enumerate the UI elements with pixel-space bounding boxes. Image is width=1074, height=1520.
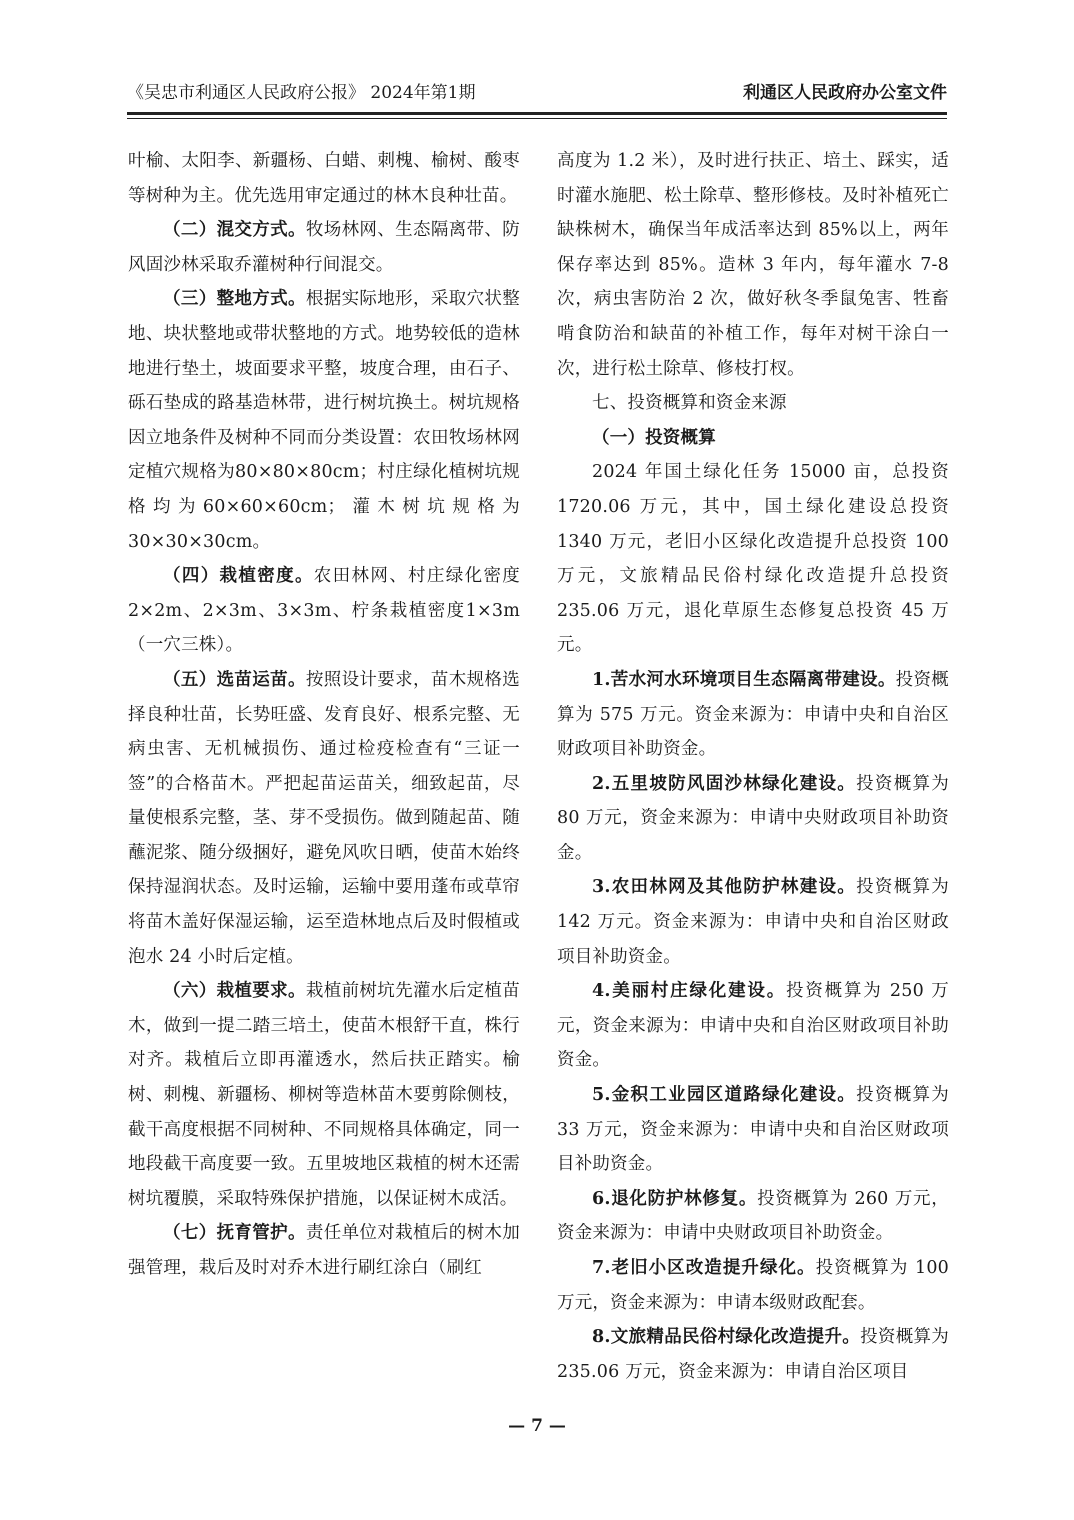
section-heading: （二）混交方式。 xyxy=(163,220,306,241)
paragraph xyxy=(557,870,949,974)
chapter-heading-text: 七、投资概算和资金来源 xyxy=(592,393,787,414)
paragraph-text: 投资概算为 250 万元，资金来源为：申请中央和自治区财政项目补助资金。 xyxy=(557,981,949,1071)
paragraph-text: 投资概算为 575 万元。资金来源为：申请中央和自治区财政项目补助资金。 xyxy=(557,669,949,760)
item-heading: 3.农田林网及其他防护林建设。 xyxy=(592,877,857,898)
paragraph-text: 农田林网、村庄绿化密度2×2m、2×3m、3×3m、柠条栽植密度1×3m（一穴三株）。 xyxy=(128,566,520,656)
paragraph xyxy=(557,767,949,871)
section-heading: （五）选苗运苗。 xyxy=(163,669,306,690)
paragraph xyxy=(557,974,949,1078)
paragraph-text: 牧场林网、生态隔离带、防风固沙林采取乔灌树种行间混交。 xyxy=(128,220,520,275)
paragraph-text: 高度为 1.2 米），及时进行扶正、培土、踩实，适时灌水施肥、松土除草、整形修枝。及时补植死亡缺株树木，确保当年成活率达到 85%以上，两年保存率达到 85%。造林 3 年内，每年灌水 7-8 次，病虫害防治 2 次，做好秋冬季鼠兔害、牲畜啃食防治和缺苗的补植工作，每年对树干涂白一次，进行松土除草、修枝打杈。 xyxy=(557,151,949,379)
paragraph xyxy=(128,144,520,213)
subsection-heading xyxy=(557,421,949,456)
paragraph xyxy=(128,213,520,282)
paragraph xyxy=(128,1216,520,1285)
item-heading: 2.五里坡防风固沙林绿化建设。 xyxy=(592,773,857,794)
bulletin-issue-title: 《吴忠市利通区人民政府公报》 2024年第1期 xyxy=(127,83,476,103)
header-rule-thick xyxy=(127,112,947,115)
chapter-heading xyxy=(557,386,949,421)
paragraph-text: 2024 年国土绿化任务 15000 亩，总投资 1720.06 万元，其中，国土绿化建设总投资 1340 万元，老旧小区绿化改造提升总投资 100 万元，文旅精品民俗村绿化改造提升总投资 235.06 万元，退化草原生态修复总投资 45 万元。 xyxy=(557,462,949,656)
paragraph xyxy=(557,663,949,767)
right-column xyxy=(557,144,949,1384)
page-number: — 7 — xyxy=(508,1416,566,1436)
paragraph-text: 按照设计要求，苗木规格选择良种壮苗，长势旺盛、发育良好、根系完整、无病虫害、无机械损伤、通过检疫检查有“三证一签”的合格苗木。严把起苗运苗关，细致起苗，尽量使根系完整，茎、芽不受损伤。做到随起苗、随蘸泥浆、随分级捆好，避免风吹日晒，使苗木始终保持湿润状态。及时运输，运输中要用蓬布或草帘将苗木盖好保湿运输，运至造林地点后及时假植或泡水 24 小时后定植。 xyxy=(128,669,520,967)
item-heading: 1.苦水河水环境项目生态隔离带建设。 xyxy=(592,669,896,690)
page-header xyxy=(127,80,947,106)
section-heading: （六）栽植要求。 xyxy=(163,981,306,1002)
paragraph-text: 投资概算为 235.06 万元，资金来源为：申请自治区项目 xyxy=(557,1327,949,1382)
paragraph-text: 责任单位对栽植后的树木加强管理，栽后及时对乔木进行刷红涂白（刷红 xyxy=(128,1223,520,1278)
item-heading: 5.金积工业园区道路绿化建设。 xyxy=(592,1085,857,1106)
item-heading: 4.美丽村庄绿化建设。 xyxy=(592,981,787,1002)
paragraph xyxy=(557,1251,949,1320)
section-heading: （一）投资概算 xyxy=(592,427,716,448)
item-heading: 6.退化防护林修复。 xyxy=(592,1188,758,1209)
paragraph-text: 投资概算为 142 万元。资金来源为：申请中央和自治区财政项目补助资金。 xyxy=(557,877,949,967)
paragraph xyxy=(557,1320,949,1384)
paragraph-text: 根据实际地形，采取穴状整地、块状整地或带状整地的方式。地势较低的造林地进行垫土，坡面要求平整，坡度合理，由石子、砾石垫成的路基造林带，进行树坑换土。树坑规格因立地条件及树种不同而分类设置：农田牧场林网定植穴规格为80×80×80cm；村庄绿化植树坑规格均为60×60×60cm；灌木树坑规格为30×30×30cm。 xyxy=(128,289,520,552)
paragraph xyxy=(128,559,520,663)
paragraph-text: 叶榆、太阳李、新疆杨、白蜡、刺槐、榆树、酸枣等树种为主。优先选用审定通过的林木良种壮苗。 xyxy=(128,151,520,206)
paragraph xyxy=(557,455,949,663)
paragraph-text: 投资概算为 80 万元，资金来源为：申请中央财政项目补助资金。 xyxy=(557,773,949,863)
section-heading: （三）整地方式。 xyxy=(163,289,306,310)
paragraph-text: 栽植前树坑先灌水后定植苗木，做到一提二踏三培土，使苗木根舒干直，株行对齐。栽植后立即再灌透水，然后扶正踏实。榆树、刺槐、新疆杨、柳树等造林苗木要剪除侧枝，截干高度根据不同树种、不同规格具体确定，同一地段截干高度要一致。五里坡地区栽植的树木还需树坑覆膜，采取特殊保护措施，以保证树木成活。 xyxy=(128,981,520,1209)
office-document-label: 利通区人民政府办公室文件 xyxy=(743,83,947,103)
paragraph xyxy=(557,144,949,386)
paragraph xyxy=(128,282,520,559)
section-heading: （七）抚育管护。 xyxy=(163,1223,306,1244)
section-heading: （四）栽植密度。 xyxy=(163,566,314,587)
item-heading: 8.文旅精品民俗村绿化改造提升。 xyxy=(592,1327,861,1348)
paragraph xyxy=(128,974,520,1216)
paragraph xyxy=(557,1182,949,1251)
paragraph xyxy=(128,663,520,974)
item-heading: 7.老旧小区改造提升绿化。 xyxy=(592,1258,816,1278)
header-rule-thin xyxy=(127,118,947,119)
paragraph xyxy=(557,1078,949,1182)
left-column xyxy=(128,144,520,1384)
paragraph-text: 投资概算为 260 万元，资金来源为：申请中央财政项目补助资金。 xyxy=(557,1188,949,1244)
paragraph-text: 投资概算为 100 万元，资金来源为：申请本级财政配套。 xyxy=(557,1258,949,1313)
paragraph-text: 投资概算为 33 万元，资金来源为：申请中央和自治区财政项目补助资金。 xyxy=(557,1085,949,1175)
